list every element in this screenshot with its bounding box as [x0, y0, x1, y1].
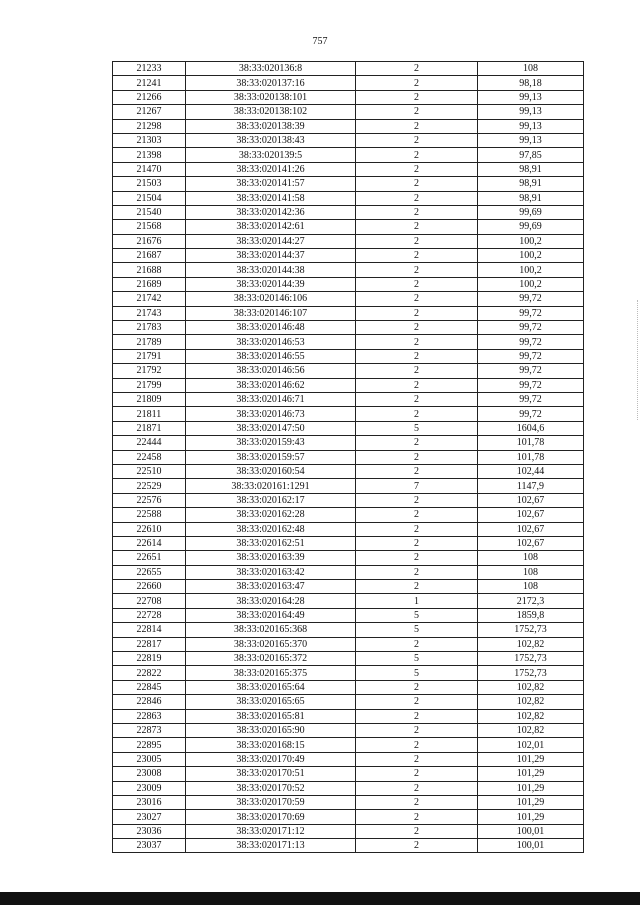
cadastral-number-cell: 38:33:020165:372: [186, 652, 356, 666]
row-number-cell: 22458: [113, 450, 186, 464]
code-cell: 2: [356, 551, 478, 565]
code-cell: 7: [356, 479, 478, 493]
row-number-cell: 23037: [113, 839, 186, 853]
code-cell: 2: [356, 752, 478, 766]
code-cell: 5: [356, 421, 478, 435]
cadastral-number-cell: 38:33:020165:370: [186, 637, 356, 651]
scan-bottom-edge: [0, 892, 640, 905]
value-cell: 99,72: [478, 392, 584, 406]
code-cell: 2: [356, 263, 478, 277]
code-cell: 2: [356, 839, 478, 853]
value-cell: 102,67: [478, 522, 584, 536]
cadastral-number-cell: 38:33:020146:56: [186, 364, 356, 378]
row-number-cell: 23005: [113, 752, 186, 766]
table-row: [113, 392, 584, 406]
code-cell: 2: [356, 162, 478, 176]
row-number-cell: 22588: [113, 508, 186, 522]
code-cell: 2: [356, 508, 478, 522]
table-row: [113, 76, 584, 90]
value-cell: 102,82: [478, 637, 584, 651]
code-cell: 2: [356, 62, 478, 76]
cadastral-number-cell: 38:33:020146:73: [186, 407, 356, 421]
table-row: [113, 436, 584, 450]
code-cell: 2: [356, 767, 478, 781]
table-row: [113, 191, 584, 205]
code-cell: 2: [356, 277, 478, 291]
cadastral-number-cell: 38:33:020146:53: [186, 335, 356, 349]
table-row: [113, 220, 584, 234]
row-number-cell: 21809: [113, 392, 186, 406]
value-cell: 102,82: [478, 709, 584, 723]
code-cell: 2: [356, 133, 478, 147]
value-cell: 102,01: [478, 738, 584, 752]
cadastral-number-cell: 38:33:020170:52: [186, 781, 356, 795]
cadastral-number-cell: 38:33:020146:55: [186, 349, 356, 363]
cadastral-number-cell: 38:33:020146:106: [186, 292, 356, 306]
value-cell: 1859,8: [478, 608, 584, 622]
row-number-cell: 22819: [113, 652, 186, 666]
code-cell: 2: [356, 493, 478, 507]
cadastral-number-cell: 38:33:020138:102: [186, 105, 356, 119]
code-cell: 2: [356, 392, 478, 406]
table-row: [113, 565, 584, 579]
table-row: [113, 277, 584, 291]
value-cell: 99,72: [478, 349, 584, 363]
value-cell: 108: [478, 565, 584, 579]
table-row: [113, 709, 584, 723]
table-row: [113, 205, 584, 219]
cadastral-number-cell: 38:33:020171:13: [186, 839, 356, 853]
cadastral-number-cell: 38:33:020165:81: [186, 709, 356, 723]
cadastral-number-cell: 38:33:020161:1291: [186, 479, 356, 493]
value-cell: 100,2: [478, 234, 584, 248]
row-number-cell: 22708: [113, 594, 186, 608]
table-row: [113, 536, 584, 550]
row-number-cell: 21689: [113, 277, 186, 291]
row-number-cell: 21799: [113, 378, 186, 392]
parcel-table: [112, 61, 584, 853]
code-cell: 2: [356, 680, 478, 694]
row-number-cell: 21568: [113, 220, 186, 234]
row-number-cell: 21303: [113, 133, 186, 147]
value-cell: 1604,6: [478, 421, 584, 435]
value-cell: 99,13: [478, 90, 584, 104]
value-cell: 98,91: [478, 191, 584, 205]
row-number-cell: 21871: [113, 421, 186, 435]
code-cell: 2: [356, 119, 478, 133]
code-cell: 2: [356, 580, 478, 594]
code-cell: 5: [356, 623, 478, 637]
value-cell: 101,78: [478, 436, 584, 450]
table-row: [113, 810, 584, 824]
row-number-cell: 23027: [113, 810, 186, 824]
table-row: [113, 234, 584, 248]
cadastral-number-cell: 38:33:020142:61: [186, 220, 356, 234]
row-number-cell: 23036: [113, 824, 186, 838]
table-row: [113, 321, 584, 335]
cadastral-number-cell: 38:33:020170:49: [186, 752, 356, 766]
row-number-cell: 22846: [113, 695, 186, 709]
value-cell: 98,91: [478, 162, 584, 176]
table-row: [113, 421, 584, 435]
cadastral-number-cell: 38:33:020142:36: [186, 205, 356, 219]
cadastral-number-cell: 38:33:020146:62: [186, 378, 356, 392]
row-number-cell: 22728: [113, 608, 186, 622]
table-row: [113, 839, 584, 853]
row-number-cell: 23016: [113, 795, 186, 809]
row-number-cell: 22614: [113, 536, 186, 550]
cadastral-number-cell: 38:33:020165:64: [186, 680, 356, 694]
table-row: [113, 479, 584, 493]
value-cell: 101,78: [478, 450, 584, 464]
value-cell: 99,69: [478, 220, 584, 234]
cadastral-number-cell: 38:33:020170:51: [186, 767, 356, 781]
value-cell: 100,2: [478, 277, 584, 291]
row-number-cell: 22895: [113, 738, 186, 752]
table-row: [113, 652, 584, 666]
cadastral-number-cell: 38:33:020141:58: [186, 191, 356, 205]
value-cell: 1147,9: [478, 479, 584, 493]
value-cell: 102,67: [478, 493, 584, 507]
value-cell: 108: [478, 551, 584, 565]
cadastral-number-cell: 38:33:020146:107: [186, 306, 356, 320]
table-row: [113, 407, 584, 421]
code-cell: 2: [356, 450, 478, 464]
row-number-cell: 21676: [113, 234, 186, 248]
table-row: [113, 637, 584, 651]
cadastral-number-cell: 38:33:020165:90: [186, 723, 356, 737]
table-row: [113, 162, 584, 176]
value-cell: 108: [478, 62, 584, 76]
scan-edge-marks: [635, 300, 638, 420]
cadastral-number-cell: 38:33:020168:15: [186, 738, 356, 752]
value-cell: 100,01: [478, 824, 584, 838]
code-cell: 2: [356, 407, 478, 421]
value-cell: 1752,73: [478, 652, 584, 666]
row-number-cell: 21503: [113, 177, 186, 191]
code-cell: 2: [356, 810, 478, 824]
cadastral-number-cell: 38:33:020170:59: [186, 795, 356, 809]
table-row: [113, 133, 584, 147]
code-cell: 2: [356, 90, 478, 104]
table-row: [113, 62, 584, 76]
cadastral-number-cell: 38:33:020162:17: [186, 493, 356, 507]
code-cell: 2: [356, 695, 478, 709]
row-number-cell: 21742: [113, 292, 186, 306]
cadastral-number-cell: 38:33:020147:50: [186, 421, 356, 435]
code-cell: 5: [356, 666, 478, 680]
value-cell: 1752,73: [478, 623, 584, 637]
code-cell: 2: [356, 378, 478, 392]
cadastral-number-cell: 38:33:020138:39: [186, 119, 356, 133]
row-number-cell: 21687: [113, 249, 186, 263]
table-row: [113, 335, 584, 349]
code-cell: 2: [356, 205, 478, 219]
table-row: [113, 378, 584, 392]
cadastral-number-cell: 38:33:020162:51: [186, 536, 356, 550]
page-number: 757: [312, 36, 328, 47]
cadastral-number-cell: 38:33:020164:28: [186, 594, 356, 608]
value-cell: 101,29: [478, 767, 584, 781]
value-cell: 100,01: [478, 839, 584, 853]
code-cell: 2: [356, 191, 478, 205]
value-cell: 99,72: [478, 407, 584, 421]
cadastral-number-cell: 38:33:020162:28: [186, 508, 356, 522]
row-number-cell: 22822: [113, 666, 186, 680]
table-row: [113, 177, 584, 191]
cadastral-number-cell: 38:33:020171:12: [186, 824, 356, 838]
table-row: [113, 90, 584, 104]
cadastral-number-cell: 38:33:020165:368: [186, 623, 356, 637]
parcel-table-body: [113, 62, 584, 853]
value-cell: 99,72: [478, 335, 584, 349]
table-row: [113, 493, 584, 507]
cadastral-number-cell: 38:33:020163:42: [186, 565, 356, 579]
table-row: [113, 551, 584, 565]
table-row: [113, 723, 584, 737]
value-cell: 99,13: [478, 133, 584, 147]
row-number-cell: 21688: [113, 263, 186, 277]
table-row: [113, 594, 584, 608]
cadastral-number-cell: 38:33:020144:37: [186, 249, 356, 263]
value-cell: 108: [478, 580, 584, 594]
table-row: [113, 695, 584, 709]
value-cell: 102,82: [478, 723, 584, 737]
value-cell: 99,72: [478, 306, 584, 320]
code-cell: 2: [356, 220, 478, 234]
code-cell: 2: [356, 637, 478, 651]
row-number-cell: 21789: [113, 335, 186, 349]
value-cell: 99,72: [478, 364, 584, 378]
cadastral-number-cell: 38:33:020162:48: [186, 522, 356, 536]
row-number-cell: 21783: [113, 321, 186, 335]
table-row: [113, 824, 584, 838]
cadastral-number-cell: 38:33:020141:26: [186, 162, 356, 176]
row-number-cell: 22863: [113, 709, 186, 723]
cadastral-number-cell: 38:33:020146:48: [186, 321, 356, 335]
code-cell: 2: [356, 565, 478, 579]
row-number-cell: 22660: [113, 580, 186, 594]
row-number-cell: 21470: [113, 162, 186, 176]
value-cell: 101,29: [478, 752, 584, 766]
cadastral-number-cell: 38:33:020139:5: [186, 148, 356, 162]
code-cell: 2: [356, 148, 478, 162]
value-cell: 102,82: [478, 680, 584, 694]
table-row: [113, 105, 584, 119]
code-cell: 2: [356, 105, 478, 119]
cadastral-number-cell: 38:33:020146:71: [186, 392, 356, 406]
code-cell: 5: [356, 608, 478, 622]
table-row: [113, 767, 584, 781]
code-cell: 2: [356, 76, 478, 90]
value-cell: 101,29: [478, 810, 584, 824]
row-number-cell: 21298: [113, 119, 186, 133]
code-cell: 2: [356, 781, 478, 795]
value-cell: 101,29: [478, 795, 584, 809]
cadastral-number-cell: 38:33:020164:49: [186, 608, 356, 622]
value-cell: 100,2: [478, 249, 584, 263]
cadastral-number-cell: 38:33:020160:54: [186, 464, 356, 478]
row-number-cell: 23008: [113, 767, 186, 781]
table-row: [113, 522, 584, 536]
row-number-cell: 21540: [113, 205, 186, 219]
row-number-cell: 21792: [113, 364, 186, 378]
table-row: [113, 306, 584, 320]
table-row: [113, 249, 584, 263]
row-number-cell: 23009: [113, 781, 186, 795]
table-row: [113, 464, 584, 478]
value-cell: 101,29: [478, 781, 584, 795]
code-cell: 2: [356, 464, 478, 478]
row-number-cell: 22814: [113, 623, 186, 637]
value-cell: 102,67: [478, 508, 584, 522]
cadastral-number-cell: 38:33:020165:375: [186, 666, 356, 680]
value-cell: 99,72: [478, 321, 584, 335]
table-row: [113, 781, 584, 795]
row-number-cell: 21504: [113, 191, 186, 205]
row-number-cell: 21398: [113, 148, 186, 162]
table-row: [113, 580, 584, 594]
table-row: [113, 148, 584, 162]
code-cell: 2: [356, 349, 478, 363]
value-cell: 2172,3: [478, 594, 584, 608]
row-number-cell: 21811: [113, 407, 186, 421]
value-cell: 99,72: [478, 292, 584, 306]
cadastral-number-cell: 38:33:020141:57: [186, 177, 356, 191]
code-cell: 2: [356, 795, 478, 809]
value-cell: 99,13: [478, 119, 584, 133]
code-cell: 2: [356, 709, 478, 723]
cadastral-number-cell: 38:33:020159:57: [186, 450, 356, 464]
table-row: [113, 349, 584, 363]
value-cell: 99,72: [478, 378, 584, 392]
cadastral-number-cell: 38:33:020137:16: [186, 76, 356, 90]
table-row: [113, 450, 584, 464]
cadastral-number-cell: 38:33:020165:65: [186, 695, 356, 709]
code-cell: 1: [356, 594, 478, 608]
cadastral-number-cell: 38:33:020163:39: [186, 551, 356, 565]
row-number-cell: 22576: [113, 493, 186, 507]
row-number-cell: 22873: [113, 723, 186, 737]
code-cell: 2: [356, 738, 478, 752]
cadastral-number-cell: 38:33:020144:27: [186, 234, 356, 248]
code-cell: 2: [356, 335, 478, 349]
table-row: [113, 292, 584, 306]
code-cell: 2: [356, 536, 478, 550]
code-cell: 2: [356, 177, 478, 191]
cadastral-number-cell: 38:33:020144:39: [186, 277, 356, 291]
row-number-cell: 22610: [113, 522, 186, 536]
value-cell: 98,91: [478, 177, 584, 191]
value-cell: 102,67: [478, 536, 584, 550]
code-cell: 2: [356, 321, 478, 335]
table-row: [113, 752, 584, 766]
table-row: [113, 508, 584, 522]
row-number-cell: 22510: [113, 464, 186, 478]
value-cell: 102,82: [478, 695, 584, 709]
row-number-cell: 21266: [113, 90, 186, 104]
table-row: [113, 263, 584, 277]
cadastral-number-cell: 38:33:020163:47: [186, 580, 356, 594]
cadastral-number-cell: 38:33:020170:69: [186, 810, 356, 824]
table-row: [113, 623, 584, 637]
cadastral-number-cell: 38:33:020159:43: [186, 436, 356, 450]
value-cell: 99,69: [478, 205, 584, 219]
code-cell: 2: [356, 234, 478, 248]
code-cell: 2: [356, 436, 478, 450]
cadastral-number-cell: 38:33:020136:8: [186, 62, 356, 76]
value-cell: 100,2: [478, 263, 584, 277]
code-cell: 2: [356, 292, 478, 306]
cadastral-number-cell: 38:33:020138:101: [186, 90, 356, 104]
value-cell: 97,85: [478, 148, 584, 162]
cadastral-number-cell: 38:33:020138:43: [186, 133, 356, 147]
row-number-cell: 21233: [113, 62, 186, 76]
table-row: [113, 738, 584, 752]
cadastral-number-cell: 38:33:020144:38: [186, 263, 356, 277]
table-row: [113, 364, 584, 378]
code-cell: 2: [356, 249, 478, 263]
row-number-cell: 22845: [113, 680, 186, 694]
table-row: [113, 795, 584, 809]
row-number-cell: 22651: [113, 551, 186, 565]
code-cell: 2: [356, 522, 478, 536]
table-row: [113, 666, 584, 680]
row-number-cell: 22529: [113, 479, 186, 493]
row-number-cell: 22817: [113, 637, 186, 651]
value-cell: 99,13: [478, 105, 584, 119]
code-cell: 2: [356, 306, 478, 320]
row-number-cell: 21791: [113, 349, 186, 363]
value-cell: 98,18: [478, 76, 584, 90]
code-cell: 5: [356, 652, 478, 666]
code-cell: 2: [356, 723, 478, 737]
row-number-cell: 22655: [113, 565, 186, 579]
row-number-cell: 21241: [113, 76, 186, 90]
table-row: [113, 119, 584, 133]
code-cell: 2: [356, 364, 478, 378]
row-number-cell: 21743: [113, 306, 186, 320]
table-row: [113, 608, 584, 622]
code-cell: 2: [356, 824, 478, 838]
value-cell: 102,44: [478, 464, 584, 478]
row-number-cell: 22444: [113, 436, 186, 450]
value-cell: 1752,73: [478, 666, 584, 680]
table-row: [113, 680, 584, 694]
row-number-cell: 21267: [113, 105, 186, 119]
